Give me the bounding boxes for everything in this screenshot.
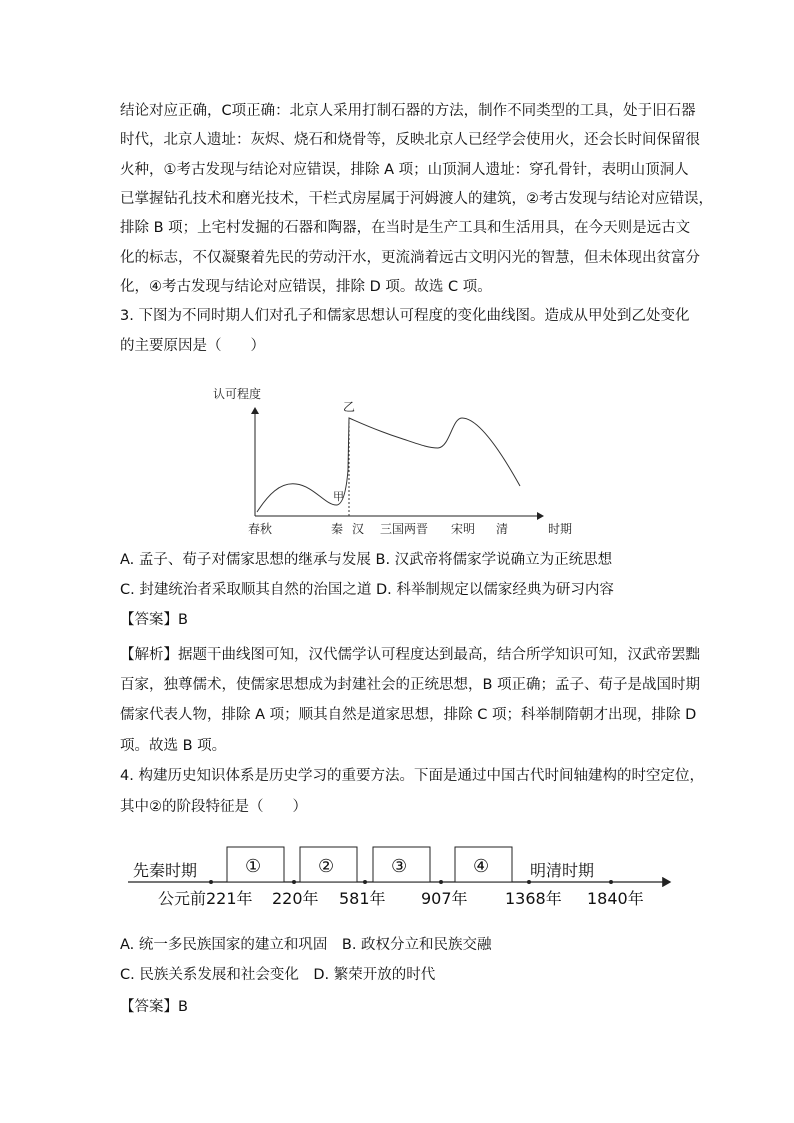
timeline-dot [363,880,367,884]
q3-curve-chart [205,380,595,540]
text-line: 化，④考古发现与结论对应错误，排除 D 项。故选 C 项。 [120,279,492,295]
q4-timeline [125,835,680,915]
timeline-dot [292,880,296,884]
timeline-right-label: 明清时期 [530,861,595,880]
timeline-dot [439,880,443,884]
y-axis-label: 认可程度 [213,387,262,401]
mark-yi: 乙 [343,400,356,414]
text-line: 时代，北京人遗址：灰烬、烧石和烧骨等，反映北京人已经学会使用火，还会长时间保留很 [120,132,700,148]
period-label: ① [245,856,262,877]
q3-stem-line: 的主要原因是（ ） [120,338,265,354]
tick-label: 汉 [352,522,365,536]
q3-stem-line: 3. 下图为不同时期人们对孔子和儒家思想认可程度的变化曲线图。造成从甲处到乙处变化 [120,308,690,324]
q4-stem-line: 4. 构建历史知识体系是历史学习的重要方法。下面是通过中国古代时间轴建构的时空定位， [120,768,704,784]
tick-label: 宋明 [451,522,476,536]
text-line: 已掌握钻孔技术和磨光技术，干栏式房屋属于河姆渡人的建筑，②考古发现与结论对应错误， [120,191,713,207]
year-label: 220年 [272,889,319,908]
q3-option-line: C. 封建统治者采取顺其自然的治国之道 D. 科举制规定以儒家经典为研习内容 [120,582,614,598]
timeline-dot [527,880,531,884]
period-label: ② [318,856,335,877]
year-label: 1368年 [505,889,562,908]
tick-label: 秦 [331,522,344,536]
year-label: 581年 [339,889,386,908]
text-line: 火种，①考古发现与结论对应错误，排除 A 项；山顶洞人遗址：穿孔骨针，表明山顶洞人 [120,162,689,178]
q3-analysis-line: 【解析】据题干曲线图可知，汉代儒学认可程度达到最高，结合所学知识可知，汉武帝罢黜 [120,647,700,663]
year-label: 1840年 [587,889,644,908]
timeline-dot [209,880,213,884]
tick-label: 春秋 [248,522,273,536]
x-axis-label: 时期 [548,522,573,536]
timeline-dot [609,880,613,884]
period-label: ④ [473,856,490,877]
q3-option-line: A. 孟子、荀子对儒家思想的继承与发展 B. 汉武帝将儒家学说确立为正统思想 [120,552,613,568]
q3-analysis-line: 项。故选 B 项。 [120,738,227,754]
year-label: 907年 [421,889,468,908]
tick-label: 三国两晋 [380,522,429,536]
text-line: 化的标志，不仅凝聚着先民的劳动汗水，更流淌着远古文明闪光的智慧，但未体现出贫富分 [120,250,700,266]
q4-option-line: C. 民族关系发展和社会变化 D. 繁荣开放的时代 [120,967,436,983]
period-label: ③ [391,856,408,877]
text-line: 排除 B 项；上宅村发掘的石器和陶器，在当时是生产工具和生活用具，在今天则是远古文 [120,220,691,236]
acceptance-curve [257,418,520,512]
q3-analysis-line: 百家，独尊儒术，使儒家思想成为封建社会的正统思想，B 项正确；孟子、荀子是战国时期 [120,677,701,693]
q4-stem-line: 其中②的阶段特征是（ ） [120,799,307,815]
mark-jia: 甲 [333,490,344,503]
q4-answer: 【答案】B [120,999,188,1015]
text-line: 结论对应正确，C项正确：北京人采用打制石器的方法，制作不同类型的工具，处于旧石器 [120,103,696,119]
year-label: 公元前221年 [158,889,253,908]
q3-analysis-line: 儒家代表人物，排除 A 项；顺其自然是道家思想，排除 C 项；科举制隋朝才出现，排除 D [120,707,697,723]
q4-option-line: A. 统一多民族国家的建立和巩固 B. 政权分立和民族交融 [120,937,492,953]
tick-label: 清 [496,522,509,536]
timeline-left-label: 先秦时期 [133,861,198,880]
q3-answer: 【答案】B [120,612,188,628]
